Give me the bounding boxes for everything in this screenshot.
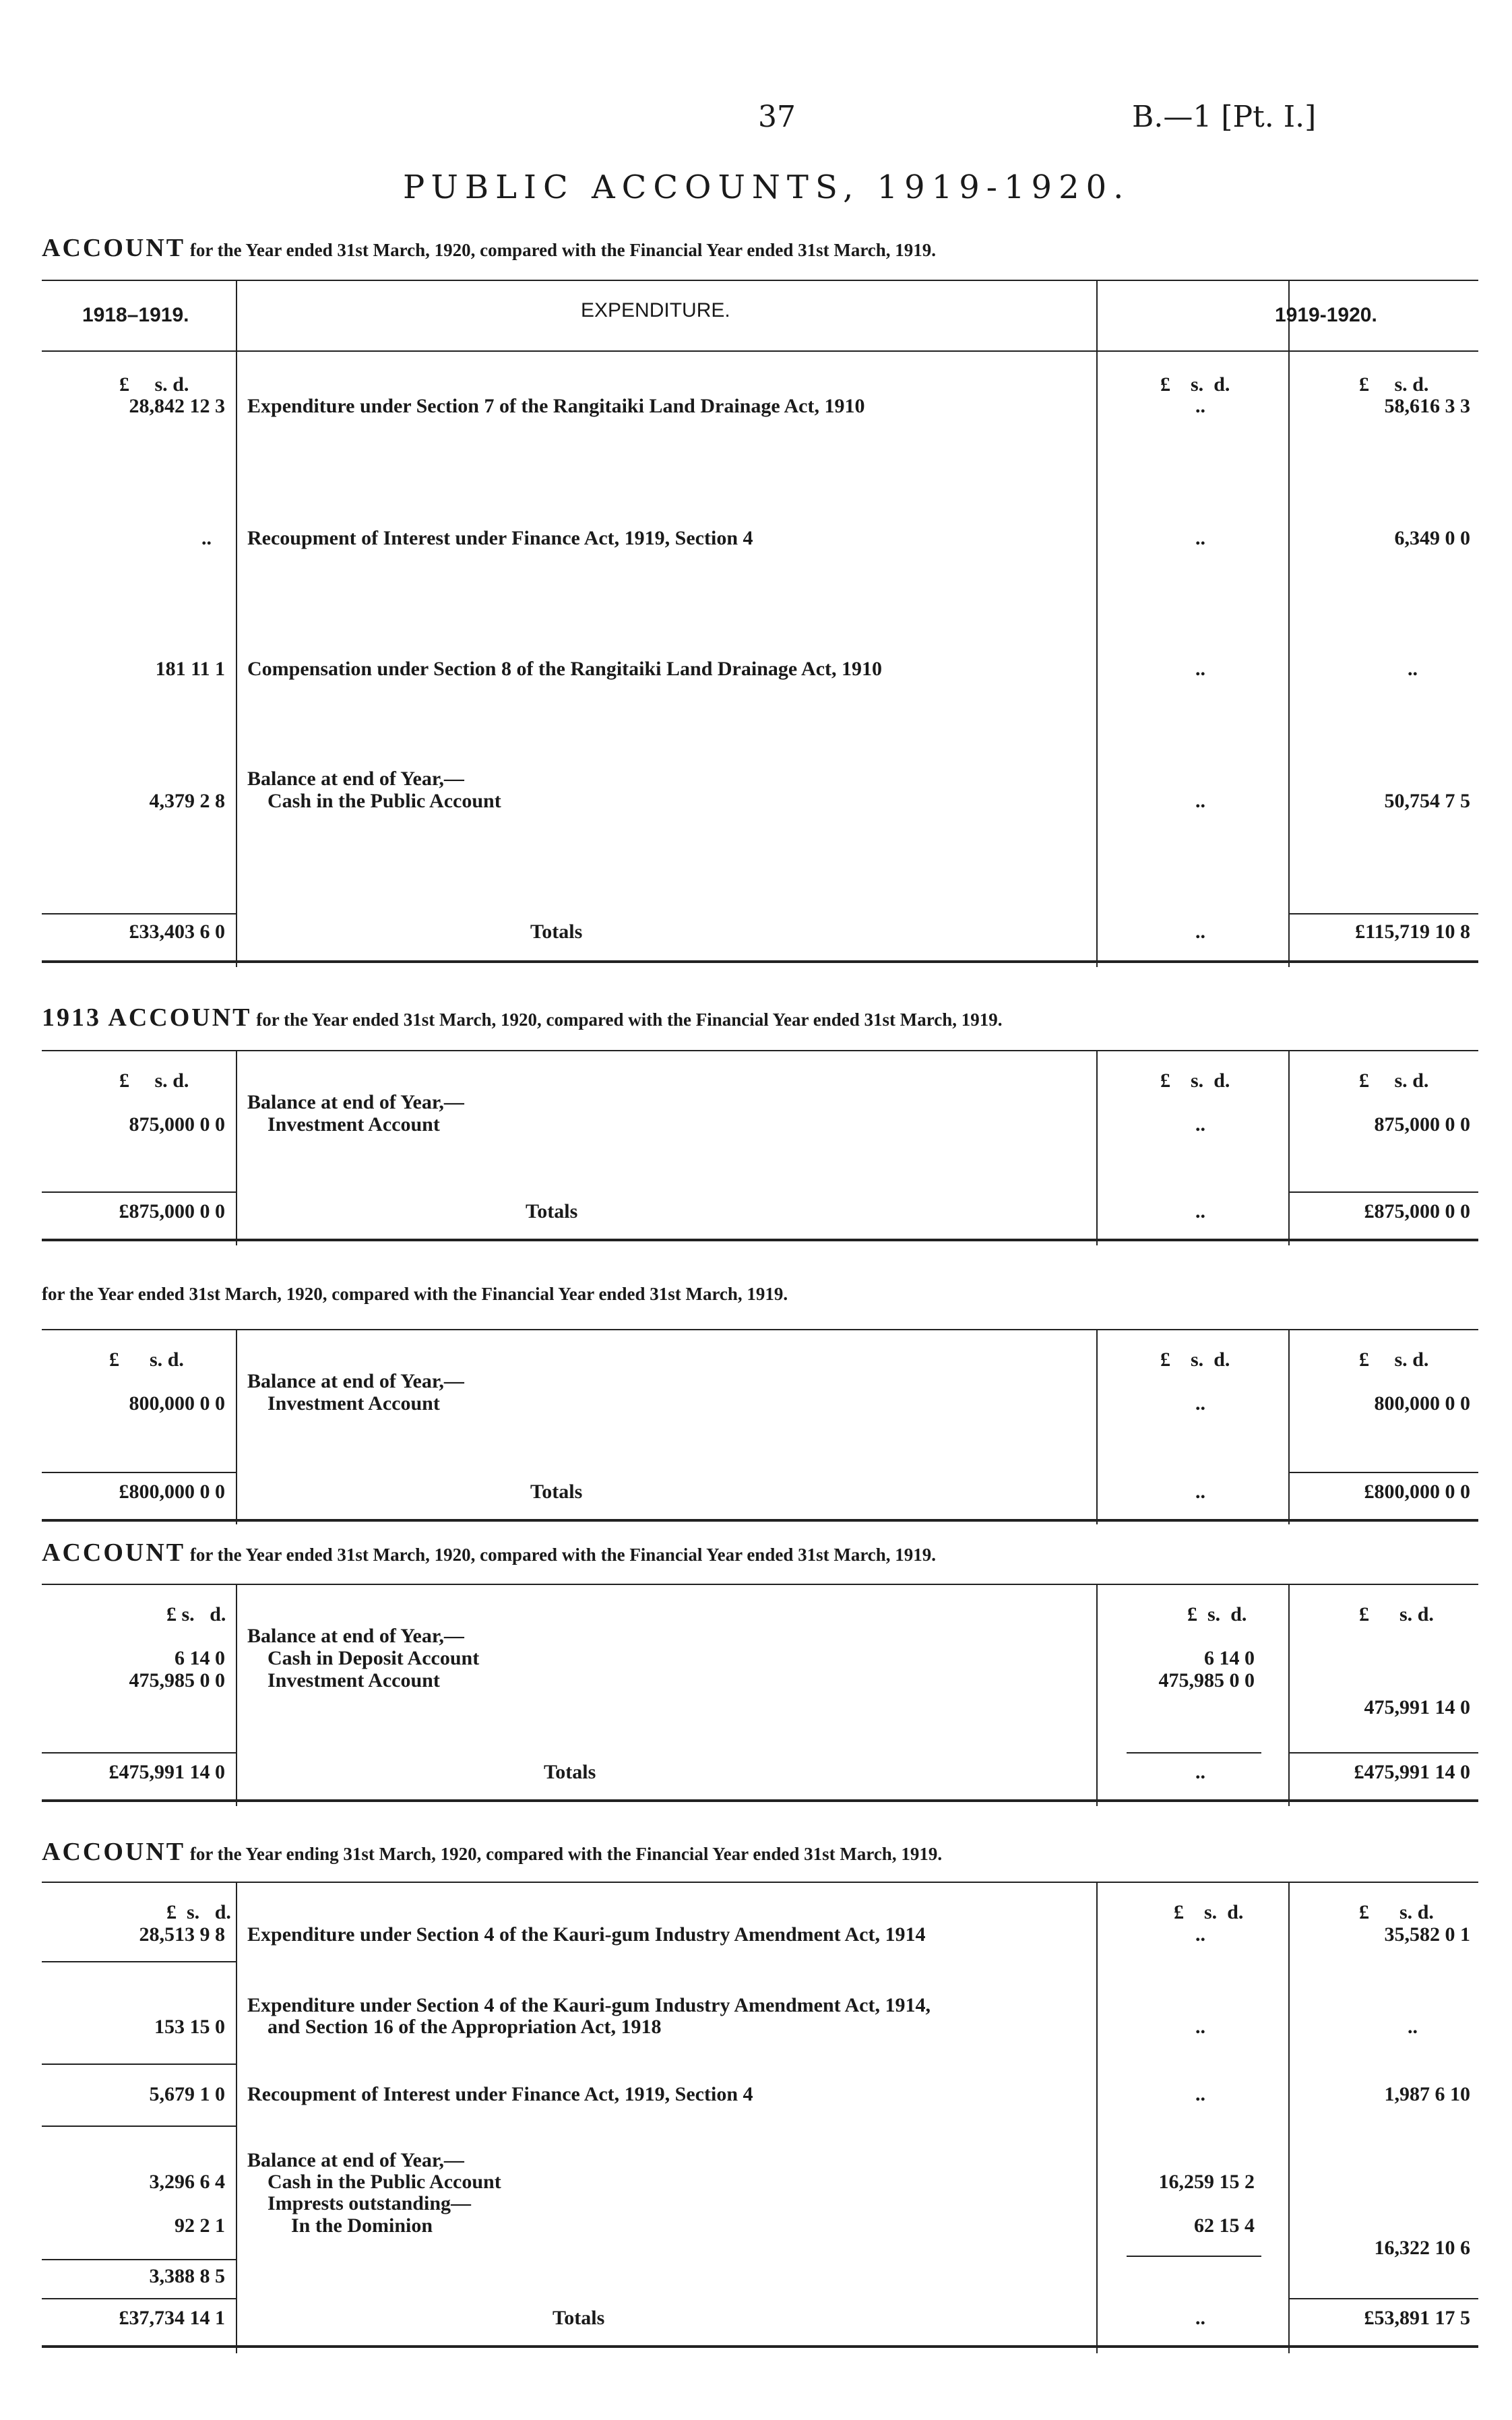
row-sub: .. — [1195, 658, 1205, 680]
section-4-heading-rest: for the Year ended 31st March, 1920, compared with the Financial Year ended 31st March, 1919. — [189, 1545, 937, 1565]
lsd-labels-sub: £ s. d. — [1174, 1901, 1244, 1923]
row-desc: Compensation under Section 8 of the Rangitaiki Land Drainage Act, 1910 — [247, 658, 883, 680]
row-desc: Expenditure under Section 7 of the Rangitaiki Land Drainage Act, 1910 — [247, 395, 865, 417]
totals-sub: .. — [1195, 2307, 1205, 2329]
totals-prev: £37,734 14 1 — [119, 2307, 225, 2329]
row-sub: .. — [1195, 1923, 1205, 1946]
row-sub: 475,985 0 0 — [1158, 1669, 1255, 1692]
col-header-prev: 1918–1919. — [82, 304, 189, 326]
row-prev: 6 14 0 — [175, 1647, 225, 1669]
section-3-heading-rest: for the Year ended 31st March, 1920, compared with the Financial Year ended 31st March, 1919. — [42, 1284, 788, 1304]
row-desc: Expenditure under Section 4 of the Kauri-gum Industry Amendment Act, 1914, — [247, 1994, 931, 2016]
totals-label: Totals — [526, 1200, 578, 1222]
row-sub: .. — [1195, 790, 1205, 812]
section-2-ledger — [42, 1050, 1478, 1245]
row-sub: .. — [1195, 2083, 1205, 2105]
row-prev: 4,379 2 8 — [149, 790, 225, 812]
section-3-heading — [42, 1284, 788, 1305]
document-reference: B.—1 [Pt. I.] — [1132, 100, 1317, 134]
totals-prev: £875,000 0 0 — [119, 1200, 225, 1222]
section-4-heading — [42, 1538, 936, 1568]
row-curr: 6,349 0 0 — [1394, 527, 1470, 549]
row-prev: 3,296 6 4 — [149, 2171, 225, 2193]
col-header-middle: EXPENDITURE. — [581, 299, 730, 321]
lsd-labels-prev: £ s. d. — [119, 373, 189, 396]
row-prev: 5,679 1 0 — [149, 2083, 225, 2105]
totals-sub: .. — [1195, 1200, 1205, 1222]
col-header-curr: 1919-1920. — [1275, 304, 1377, 326]
row-prev: 3,388 8 5 — [149, 2265, 225, 2287]
row-curr: .. — [1408, 658, 1418, 680]
row-desc: Imprests outstanding— — [267, 2192, 472, 2214]
totals-curr: £800,000 0 0 — [1364, 1481, 1470, 1503]
totals-prev: £475,991 14 0 — [108, 1761, 225, 1783]
row-prev: 153 15 0 — [154, 2016, 225, 2038]
lsd-labels-sub: £ s. d. — [1160, 373, 1230, 396]
row-desc-sub: Cash in Deposit Account — [267, 1647, 480, 1669]
row-desc-sub: Cash in the Public Account — [267, 790, 501, 812]
row-prev: 800,000 0 0 — [129, 1392, 225, 1415]
row-sub: .. — [1195, 527, 1205, 549]
row-curr: 58,616 3 3 — [1384, 395, 1470, 417]
row-desc-sub: Cash in the Public Account — [267, 2171, 501, 2193]
section-5-heading — [42, 1837, 942, 1867]
row-curr: 875,000 0 0 — [1374, 1113, 1470, 1136]
page-number: 37 — [758, 100, 796, 134]
lsd-labels-curr: £ s. d. — [1359, 1901, 1434, 1923]
section-5-ledger — [42, 1882, 1478, 2353]
section-2-heading-rest: for the Year ended 31st March, 1920, compared with the Financial Year ended 31st March, 1919. — [256, 1010, 1003, 1030]
row-desc: Balance at end of Year,— — [247, 2149, 464, 2171]
section-2-heading-big: 1913 ACCOUNT — [42, 1003, 252, 1032]
row-prev: 92 2 1 — [175, 2214, 225, 2237]
section-5-heading-big: ACCOUNT — [42, 1838, 186, 1866]
row-sub: .. — [1195, 1392, 1205, 1415]
lsd-labels-sub: £ s. d. — [1160, 1348, 1230, 1371]
row-prev: .. — [201, 527, 212, 549]
totals-prev: £800,000 0 0 — [119, 1481, 225, 1503]
section-4-heading-big: ACCOUNT — [42, 1539, 186, 1567]
lsd-labels-prev: £ s. d. — [109, 1348, 184, 1371]
lsd-labels-prev: £ s. d. — [119, 1069, 189, 1092]
row-curr: 1,987 6 10 — [1384, 2083, 1470, 2105]
totals-curr: £475,991 14 0 — [1354, 1761, 1470, 1783]
row-desc-sub: Investment Account — [267, 1113, 440, 1136]
row-curr: 16,322 10 6 — [1374, 2237, 1470, 2259]
row-curr: .. — [1408, 2016, 1418, 2038]
row-desc-sub: In the Dominion — [291, 2214, 433, 2237]
row-prev: 475,985 0 0 — [129, 1669, 225, 1692]
row-curr: 475,991 14 0 — [1364, 1696, 1470, 1718]
totals-label: Totals — [544, 1761, 596, 1783]
row-prev: 875,000 0 0 — [129, 1113, 225, 1136]
lsd-labels-prev: £ s. d. — [166, 1603, 226, 1625]
lsd-labels-curr: £ s. d. — [1359, 373, 1429, 396]
row-sub: 62 15 4 — [1194, 2214, 1255, 2237]
row-prev: 28,513 9 8 — [139, 1923, 225, 1946]
row-desc: Balance at end of Year,— — [247, 1091, 464, 1113]
lsd-labels-curr: £ s. d. — [1359, 1069, 1429, 1092]
row-desc: Balance at end of Year,— — [247, 1370, 464, 1392]
totals-prev: £33,403 6 0 — [129, 921, 225, 943]
row-desc: Recoupment of Interest under Finance Act, 1919, Section 4 — [247, 527, 753, 549]
row-prev: 181 11 1 — [155, 658, 225, 680]
row-desc: Balance at end of Year,— — [247, 768, 464, 790]
row-sub: .. — [1195, 395, 1205, 417]
row-desc-sub: and Section 16 of the Appropriation Act, 1918 — [267, 2016, 662, 2038]
row-curr: 50,754 7 5 — [1384, 790, 1470, 812]
row-curr: 35,582 0 1 — [1384, 1923, 1470, 1946]
totals-label: Totals — [553, 2307, 605, 2329]
lsd-labels-sub: £ s. d. — [1187, 1603, 1247, 1625]
section-1-heading — [42, 233, 936, 263]
section-5-heading-rest: for the Year ending 31st March, 1920, compared with the Financial Year ended 31st March, 1919. — [189, 1844, 943, 1864]
row-prev: 28,842 12 3 — [129, 395, 225, 417]
row-desc: Expenditure under Section 4 of the Kauri-gum Industry Amendment Act, 1914 — [247, 1923, 926, 1946]
totals-sub: .. — [1195, 921, 1205, 943]
row-sub: 6 14 0 — [1204, 1647, 1255, 1669]
lsd-labels-prev: £ s. d. — [166, 1901, 231, 1923]
section-1-ledger — [42, 280, 1478, 967]
totals-curr: £875,000 0 0 — [1364, 1200, 1470, 1222]
row-desc: Balance at end of Year,— — [247, 1625, 464, 1647]
totals-sub: .. — [1195, 1761, 1205, 1783]
totals-sub: .. — [1195, 1481, 1205, 1503]
row-desc: Recoupment of Interest under Finance Act, 1919, Section 4 — [247, 2083, 753, 2105]
totals-curr: £53,891 17 5 — [1364, 2307, 1470, 2329]
lsd-labels-sub: £ s. d. — [1160, 1069, 1230, 1092]
section-4-ledger — [42, 1584, 1478, 1806]
row-sub: .. — [1195, 2016, 1205, 2038]
row-sub: .. — [1195, 1113, 1205, 1136]
section-2-heading — [42, 1003, 1002, 1032]
lsd-labels-curr: £ s. d. — [1359, 1603, 1434, 1625]
row-desc-sub: Investment Account — [267, 1669, 440, 1692]
row-sub: 16,259 15 2 — [1158, 2171, 1255, 2193]
page-title: PUBLIC ACCOUNTS, 1919-1920. — [403, 168, 1131, 206]
totals-curr: £115,719 10 8 — [1355, 921, 1470, 943]
totals-label: Totals — [530, 1481, 583, 1503]
totals-label: Totals — [530, 921, 583, 943]
lsd-labels-curr: £ s. d. — [1359, 1348, 1429, 1371]
section-1-heading-big: ACCOUNT — [42, 234, 186, 262]
section-3-ledger — [42, 1329, 1478, 1524]
section-1-heading-rest: for the Year ended 31st March, 1920, compared with the Financial Year ended 31st March, 1919. — [189, 240, 937, 260]
row-desc-sub: Investment Account — [267, 1392, 440, 1415]
row-curr: 800,000 0 0 — [1374, 1392, 1470, 1415]
